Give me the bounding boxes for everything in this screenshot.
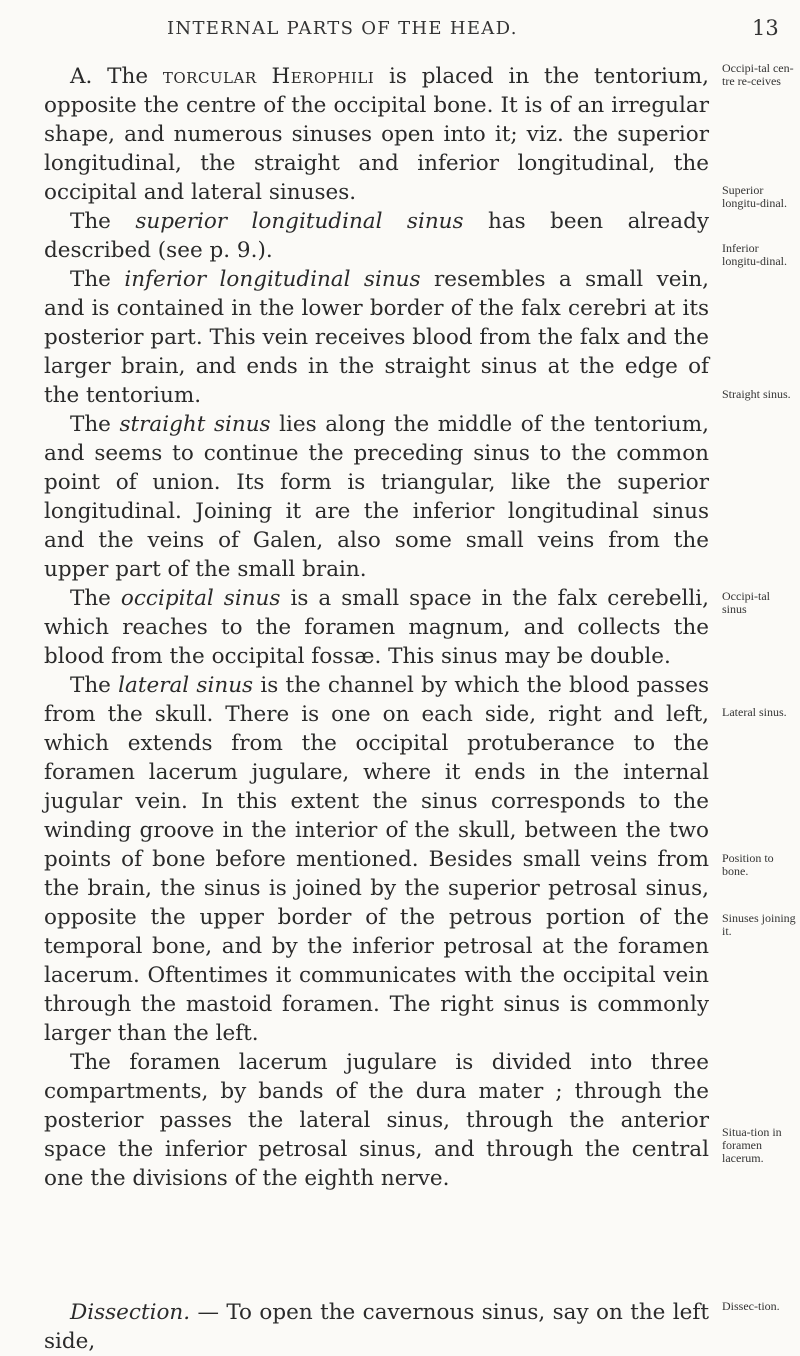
term-torcular: torcular xyxy=(162,64,257,89)
paragraph-lateral-sinus: The lateral sinus is the channel by which the blood passes from the skull. There is one on each side, right and left, which extends from the occipital protuberance to the foramen lacerum jugulare, where it ends in the internal jugular vein. In this extent the sinus corresponds to the winding groove in the interior of the skull, between the two points of bone before mentioned. Besides small veins from the brain, the sinus is joined by the superior petrosal sinus, opposite the upper border of the petrous portion of the temporal bone, and by the inferior petrosal at the foramen lacerum. Oftentimes it communicates with the occipital vein through the mastoid foramen. The right sinus is commonly larger than the left. xyxy=(44,673,709,1046)
marginal-note: Lateral sinus. xyxy=(722,705,787,719)
marginal-note: Dissec-tion. xyxy=(722,1299,780,1313)
term-straight-sinus: straight sinus xyxy=(119,412,271,437)
marginal-note: Straight sinus. xyxy=(722,387,791,401)
marginal-note: Sinuses joining it. xyxy=(722,911,796,938)
paragraph-superior-longitudinal: The superior longitudinal sinus has been already described (see p. 9.). xyxy=(44,209,709,263)
body-text xyxy=(44,62,709,1193)
term-occipital-sinus: occipital sinus xyxy=(120,586,281,611)
paragraph-straight-sinus: The straight sinus lies along the middle of the tentorium, and seems to continue the preceding sinus to the common point of union. Its form is triangular, like the superior longitudinal. Joining it are the inferior longitudinal sinus and the veins of Galen, also some small veins from the upper part of the small brain. xyxy=(44,412,709,582)
paragraph-dissection: Dissection. — To open the cavernous sinus, say on the left side, xyxy=(44,1300,709,1354)
term-dissection: Dissection. xyxy=(70,1300,191,1325)
page-header xyxy=(0,10,800,50)
term-inferior-longitudinal-sinus: inferior longitudinal sinus xyxy=(124,267,421,292)
marginal-note: Position to bone. xyxy=(722,851,774,878)
marginal-note: Occipi-tal sinus xyxy=(722,589,770,616)
paragraph-torcular: A. The torcular Herophili is placed in the tentorium, opposite the centre of the occipital bone. It is of an irregular shape, and numerous sinuses open into it; viz. the superior longitudinal, the straight and inferior longitudinal, the occipital and lateral sinuses. xyxy=(44,64,709,205)
running-head: INTERNAL PARTS OF THE HEAD. xyxy=(167,18,518,39)
marginal-note: Superior longitu-dinal. xyxy=(722,183,787,210)
paragraph-foramen-lacerum: The foramen lacerum jugulare is divided into three compartments, by bands of the dura mater ; through the posterior passes the lateral sinus, through the anterior space the inferior petrosal sinus, and through the central one the divisions of the eighth nerve. xyxy=(44,1050,709,1191)
term-superior-longitudinal-sinus: superior longitudinal sinus xyxy=(135,209,464,234)
page-number: 13 xyxy=(752,16,779,40)
paragraph-occipital-sinus: The occipital sinus is a small space in the falx cerebelli, which reaches to the foramen magnum, and collects the blood from the occipital fossæ. This sinus may be double. xyxy=(44,586,710,669)
term-lateral-sinus: lateral sinus xyxy=(118,673,254,698)
term-herophili: Herophili xyxy=(271,64,375,89)
paragraph-inferior-longitudinal: The inferior longitudinal sinus resembles a small vein, and is contained in the lower border of the falx cerebri at its posterior part. This vein receives blood from the falx and the larger brain, and ends in the straight sinus at the edge of the tentorium. xyxy=(44,267,709,408)
marginal-note: Inferior longitu-dinal. xyxy=(722,241,787,268)
marginal-note: Situa-tion in foramen lacerum. xyxy=(722,1125,782,1165)
marginal-note: Occipi-tal cen-tre re-ceives xyxy=(722,61,794,88)
